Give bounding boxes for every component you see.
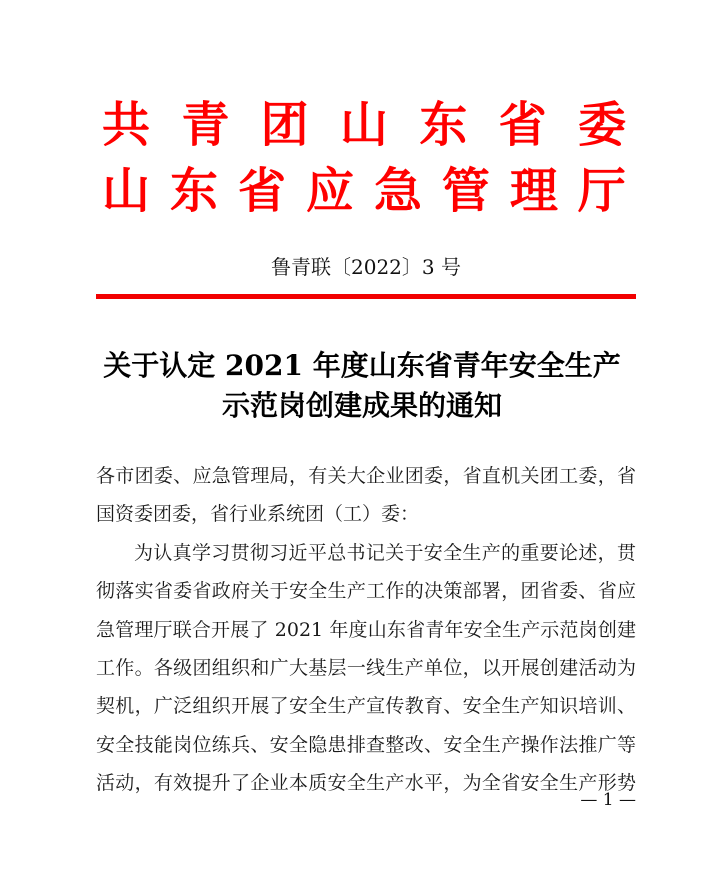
org-char: 共 <box>102 97 151 153</box>
document-body <box>96 457 636 803</box>
org-char: 厅 <box>577 163 626 219</box>
org-char: 青 <box>181 97 230 153</box>
salutation-line: 各市团委、应急管理局，有关大企业团委，省直机关团工委，省 <box>96 465 636 487</box>
org-char: 山 <box>339 97 388 153</box>
body-line: 活动，有效提升了企业本质安全生产水平，为全省安全生产形势 <box>96 772 636 795</box>
org-char: 省 <box>498 97 547 153</box>
org-char: 管 <box>441 163 490 219</box>
org-char: 理 <box>509 163 558 219</box>
letterhead <box>102 92 626 224</box>
org-char: 急 <box>373 163 422 219</box>
org-char: 应 <box>305 163 354 219</box>
issuing-org-line2 <box>102 158 626 224</box>
body-line: 契机，广泛组织开展了安全生产宣传教育、安全生产知识培训、 <box>96 695 636 718</box>
body-line: 为认真学习贯彻习近平总书记关于安全生产的重要论述，贯 <box>134 541 636 564</box>
body-line: 彻落实省委省政府关于安全生产工作的决策部署，团省委、省应 <box>96 580 636 603</box>
body-line: 急管理厅联合开展了 2021 年度山东省青年安全生产示范岗创建 <box>96 618 636 641</box>
body-line: 安全技能岗位练兵、安全隐患排查整改、安全生产操作法推广等 <box>96 733 636 756</box>
org-char: 东 <box>169 163 218 219</box>
org-char: 东 <box>419 97 468 153</box>
document-number: 鲁青联〔2022〕3 号 <box>271 255 461 279</box>
org-char: 省 <box>237 163 286 219</box>
issuing-org-line1 <box>102 92 626 158</box>
body-line: 工作。各级团组织和广大基层一线生产单位，以开展创建活动为 <box>96 656 636 679</box>
salutation-line: 国资委团委，省行业系统团（工）委： <box>96 503 420 526</box>
org-char: 委 <box>577 97 626 153</box>
document-title-line2: 示范岗创建成果的通知 <box>221 389 502 422</box>
org-char: 山 <box>102 163 151 219</box>
document-title-line1: 关于认定 2021 年度山东省青年安全生产 <box>103 349 621 382</box>
org-char: 团 <box>260 97 309 153</box>
document-title <box>66 346 658 426</box>
red-divider-rule <box>96 294 636 299</box>
page-number: — 1 — <box>580 790 636 810</box>
